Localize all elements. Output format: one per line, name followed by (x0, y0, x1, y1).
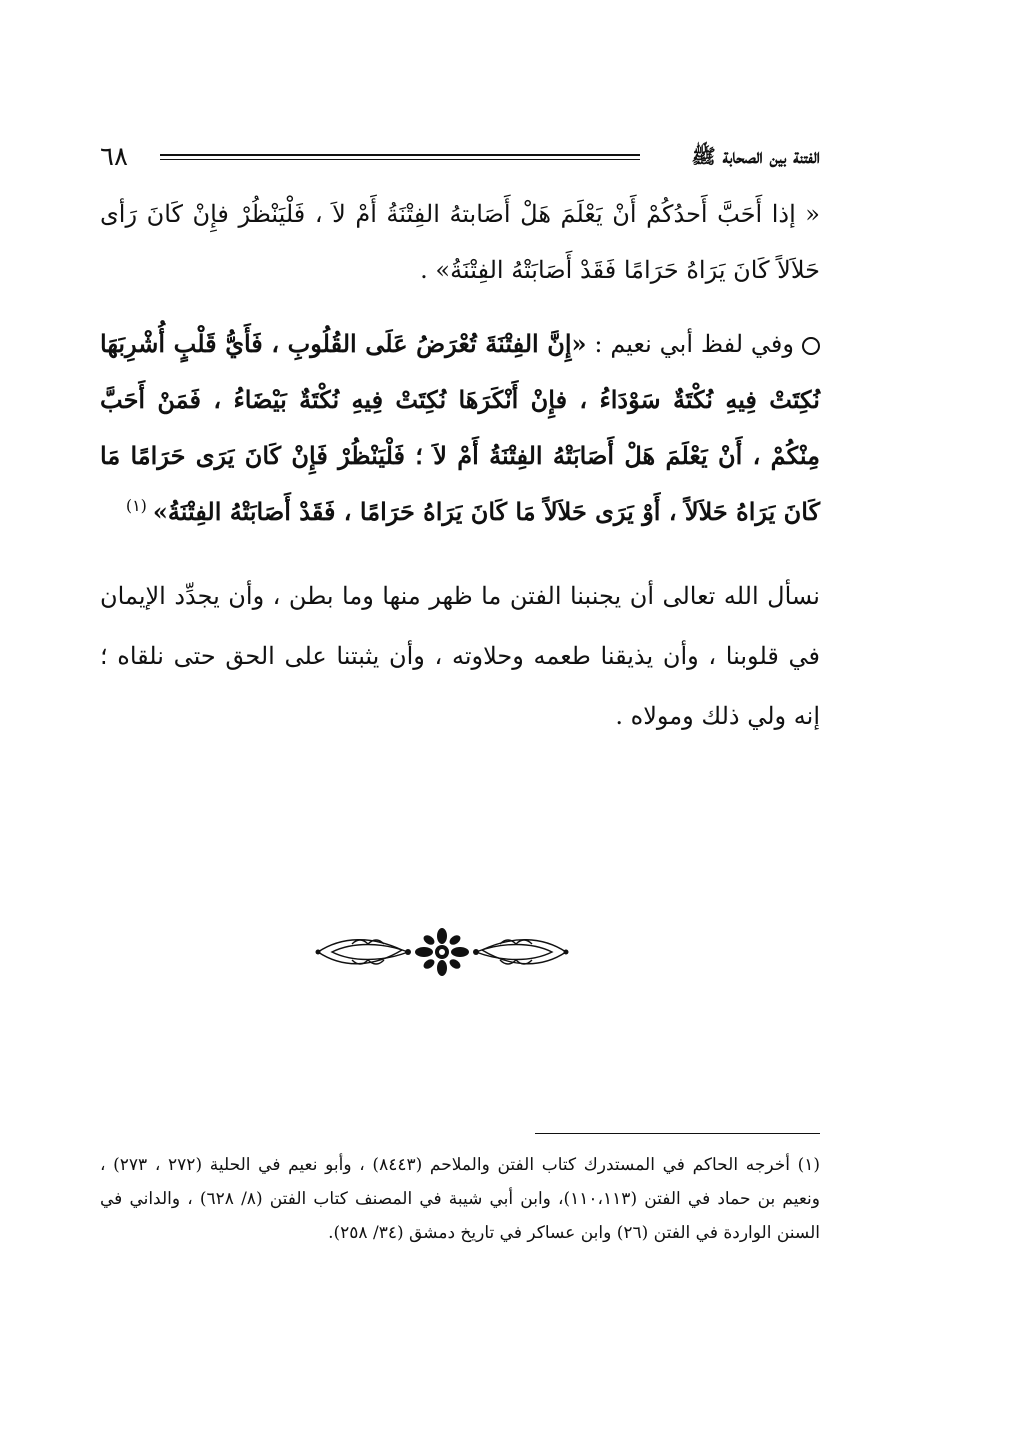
running-title: الفتنة بين الصحابة ﷺ (691, 144, 820, 168)
circle-bullet-icon (802, 337, 820, 355)
running-header (100, 140, 820, 180)
page-number: ٦٨ (100, 142, 128, 172)
narration-lead: وفي لفظ أبي نعيم : (586, 330, 794, 358)
closing-supplication: نسأل الله تعالى أن يجنبنا الفتن ما ظهر منها وما بطن ، وأن يجدِّد الإيمان في قلوبنا ، وأن يذيقنا طعمه وحلاوته ، وأن يثبتنا على الحق حتى نلقاه ؛ إنه ولي ذلك ومولاه . (100, 582, 820, 730)
abu-nuaym-paragraph (100, 316, 820, 540)
footnote-reference: (١) (125, 496, 147, 515)
header-rule (160, 154, 640, 160)
footnote-separator (535, 1133, 820, 1134)
body-text (100, 186, 820, 746)
hadith-quote-paragraph: « إذا أَحَبَّ أَحدُكُمْ أَنْ يَعْلَمَ هَلْ أَصَابتهُ الفِتْنَةُ أَمْ لاَ ، فَلْيَنْظُرْ فإِنْ كَانَ رَأى حَلاَلاً كَانَ يَرَاهُ حَرَامًا فَقَدْ أَصَابَتْهُ الفِتْنَةُ» . (100, 200, 820, 284)
floral-ornament-divider (312, 928, 572, 976)
footnote-1: (١) أخرجه الحاكم في المستدرك كتاب الفتن والملاحم (٨٤٤٣) ، وأبو نعيم في الحلية (٢٧٢ ، ٢٧٣) ، ونعيم بن حماد في الفتن (١١٠،١١٣)، وابن أبي شيبة في المصنف كتاب الفتن (٨/ ٦٢٨) ، والداني في السنن الواردة في الفتن (٢٦) وابن عساكر في تاريخ دمشق (٣٤/ ٢٥٨). (100, 1155, 821, 1243)
hadith-text: «إِنَّ الفِتْنَةَ تُعْرَضُ عَلَى القُلُوبِ ، فَأَيُّ قَلْبٍ أُشْرِبَهَا نُكِتَتْ فِيهِ نُكْتَةٌ سَوْدَاءُ ، فإِنْ أَنْكَرَهَا نُكِتَتْ فِيهِ نُكْتَةٌ بَيْضَاءُ ، فَمَنْ أَحَبَّ مِنْكُمْ ، أَنْ يَعْلَمَ هَلْ أَصَابَتْهُ الفِتْنَةُ أَمْ لاَ ؛ فَلْيَنْظُرْ فَإِنْ كَانَ يَرَى حَرَامًا مَا كَانَ يَرَاهُ حَلاَلاً ، أَوْ يَرَى حَلاَلاً مَا كَانَ يَرَاهُ حَرَامًا ، فَقَدْ أَصَابَتْهُ الفِتْنَةُ» (100, 329, 821, 526)
